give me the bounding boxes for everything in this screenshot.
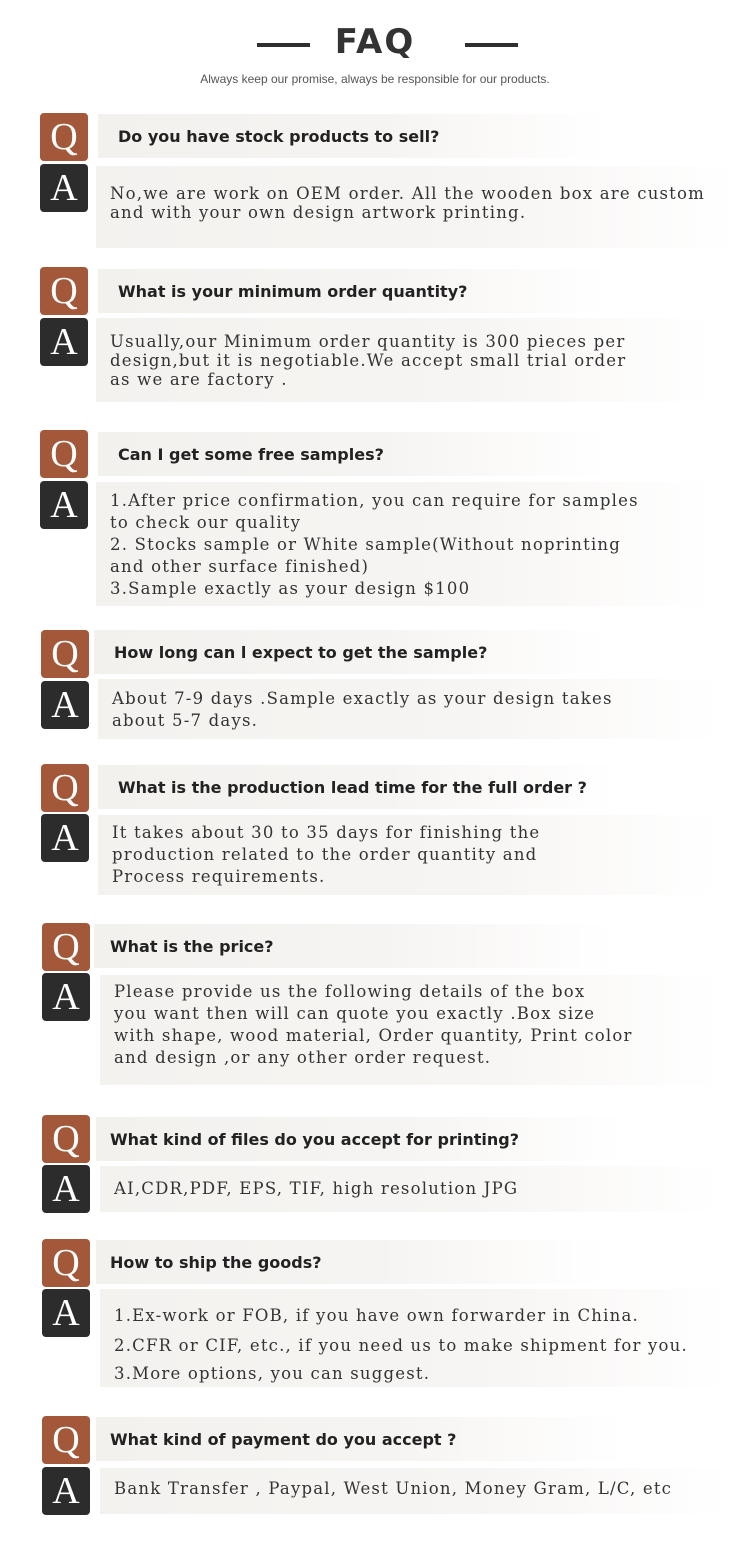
answer-line: About 7-9 days .Sample exactly as your design takes: [112, 689, 613, 708]
page-subtitle: Always keep our promise, always be responsible for our products.: [200, 72, 550, 86]
answer-block: [100, 1289, 730, 1387]
page-title: FAQ: [334, 22, 416, 62]
answer-badge: A: [42, 1165, 90, 1213]
answer-line: and with your own design artwork printing.: [110, 203, 527, 222]
question-text: What is your minimum order quantity?: [98, 269, 608, 313]
answer-line: and other surface finished): [110, 557, 370, 576]
answer-line: Please provide us the following details of the box: [114, 982, 586, 1001]
answer-badge: A: [41, 681, 89, 729]
question-text: How to ship the goods?: [96, 1240, 606, 1284]
answer-line: Usually,our Minimum order quantity is 300 pieces per: [110, 332, 626, 351]
answer-line: 1.After price confirmation, you can require for samples: [110, 491, 639, 510]
question-badge: Q: [42, 1416, 90, 1464]
answer-block: [96, 482, 716, 606]
question-badge: Q: [40, 113, 88, 161]
answer-line: with shape, wood material, Order quantity, Print color: [114, 1026, 633, 1045]
answer-line: production related to the order quantity and: [112, 845, 538, 864]
question-badge: Q: [42, 1115, 90, 1163]
answer-badge: A: [42, 1467, 90, 1515]
answer-block: [96, 166, 736, 248]
answer-block: [100, 975, 720, 1085]
answer-badge: A: [40, 481, 88, 529]
question-badge: Q: [42, 923, 90, 971]
question-text: How long can l expect to get the sample?: [94, 630, 609, 674]
question-text: What is the price?: [94, 924, 614, 968]
answer-line: No,we are work on OEM order. All the wooden box are custom: [110, 184, 705, 203]
question-text: Can I get some free samples?: [98, 432, 608, 476]
question-text: What is the production lead time for the full order ?: [98, 765, 618, 809]
answer-block: [98, 679, 718, 739]
answer-line: Bank Transfer , Paypal, West Union, Money Gram, L/C, etc: [114, 1479, 673, 1498]
answer-line: 3.Sample exactly as your design $100: [110, 579, 471, 598]
faq-header: [0, 0, 750, 100]
answer-line: It takes about 30 to 35 days for finishing the: [112, 823, 541, 842]
question-badge: Q: [40, 430, 88, 478]
question-badge: Q: [41, 630, 89, 678]
answer-badge: A: [42, 973, 90, 1021]
answer-line: 3.More options, you can suggest.: [114, 1364, 431, 1383]
answer-badge: A: [41, 814, 89, 862]
answer-block: [96, 318, 716, 402]
question-text: Do you have stock products to sell?: [98, 114, 608, 158]
answer-block: [100, 1468, 730, 1514]
answer-line: design,but it is negotiable.We accept small trial order: [110, 351, 627, 370]
answer-line: 2. Stocks sample or White sample(Without noprinting: [110, 535, 622, 554]
answer-badge: A: [40, 164, 88, 212]
question-text: What kind of payment do you accept ?: [96, 1417, 626, 1461]
question-badge: Q: [42, 1239, 90, 1287]
answer-line: and design ,or any other order request.: [114, 1048, 492, 1067]
answer-block: [98, 815, 718, 895]
question-text: What kind of files do you accept for printing?: [96, 1117, 626, 1161]
answer-line: AI,CDR,PDF, EPS, TIF, high resolution JPG: [114, 1179, 519, 1198]
answer-line: 1.Ex-work or FOB, if you have own forwarder in China.: [114, 1306, 639, 1325]
answer-line: you want then will can quote you exactly .Box size: [114, 1004, 596, 1023]
answer-line: to check our quality: [110, 513, 302, 532]
question-badge: Q: [40, 267, 88, 315]
answer-line: as we are factory .: [110, 370, 288, 389]
question-badge: Q: [41, 764, 89, 812]
answer-line: 2.CFR or CIF, etc., if you need us to make shipment for you.: [114, 1336, 688, 1355]
answer-line: about 5-7 days.: [112, 711, 259, 730]
answer-block: [100, 1166, 720, 1212]
title-divider-right: [465, 43, 518, 47]
answer-line: Process requirements.: [112, 867, 326, 886]
answer-badge: A: [40, 318, 88, 366]
answer-badge: A: [42, 1289, 90, 1337]
